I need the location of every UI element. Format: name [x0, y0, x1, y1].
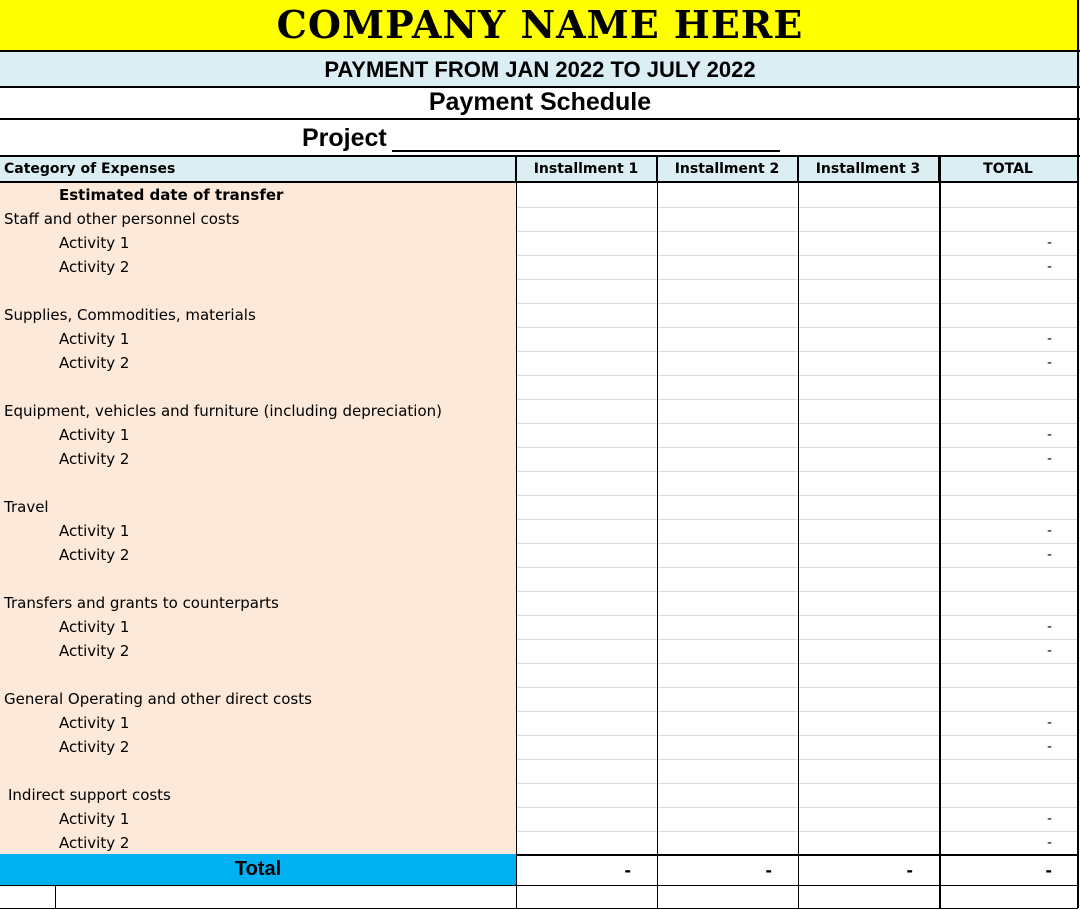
grid-line	[516, 447, 1078, 448]
grid-line	[516, 279, 1078, 280]
total-label: Total	[0, 854, 516, 885]
activity-total: -	[1046, 259, 1052, 275]
header-installment-1: Installment 1	[516, 157, 657, 183]
grid-line	[516, 687, 1078, 688]
category-label: Travel	[4, 498, 49, 516]
table-bottom-border	[0, 908, 1078, 909]
schedule-title: Payment Schedule	[0, 88, 1080, 120]
activity-total: -	[1046, 451, 1052, 467]
column-divider	[939, 157, 941, 908]
activity-label: Activity 1	[59, 234, 130, 252]
activity-label: Activity 2	[59, 834, 130, 852]
grid-line	[516, 375, 1078, 376]
grid-line	[516, 519, 1078, 520]
category-label: Equipment, vehicles and furniture (including depreciation)	[4, 402, 443, 420]
grid-line	[516, 807, 1078, 808]
column-divider	[516, 157, 517, 908]
activity-total: -	[1046, 619, 1052, 635]
payment-period: PAYMENT FROM JAN 2022 TO JULY 2022	[0, 52, 1080, 88]
total-installment-1: -	[624, 861, 631, 880]
header-category: Category of Expenses	[0, 157, 516, 183]
grid-line	[516, 543, 1078, 544]
grid-line	[516, 207, 1078, 208]
grid-line	[516, 831, 1078, 832]
grid-line	[516, 327, 1078, 328]
project-row	[0, 120, 1080, 157]
activity-label: Activity 1	[59, 426, 130, 444]
grid-line	[516, 639, 1078, 640]
total-installment-2: -	[765, 861, 772, 880]
activity-total: -	[1046, 811, 1052, 827]
grid-line	[516, 495, 1078, 496]
header-installment-2: Installment 2	[657, 157, 798, 183]
grid-line	[516, 783, 1078, 784]
activity-label: Activity 2	[59, 738, 130, 756]
header-total: TOTAL	[939, 157, 1078, 183]
activity-label: Activity 2	[59, 642, 130, 660]
category-label: Staff and other personnel costs	[4, 210, 240, 228]
project-underline	[392, 150, 780, 152]
grid-line	[516, 591, 1078, 592]
activity-label: Activity 1	[59, 618, 130, 636]
grid-line	[516, 567, 1078, 568]
activity-total: -	[1046, 835, 1052, 851]
grid-line	[516, 735, 1078, 736]
grid-line	[516, 351, 1078, 352]
category-label: Supplies, Commodities, materials	[4, 306, 256, 324]
grid-line	[516, 759, 1078, 760]
right-border	[1077, 0, 1079, 908]
category-label: Transfers and grants to counterparts	[4, 594, 279, 612]
grid-line	[516, 255, 1078, 256]
activity-total: -	[1046, 331, 1052, 347]
grid-line	[516, 471, 1078, 472]
bottom-row-divider	[55, 885, 56, 908]
grid-line	[516, 615, 1078, 616]
project-label: Project	[302, 124, 387, 152]
column-divider	[657, 157, 658, 908]
category-label: Indirect support costs	[8, 786, 171, 804]
estimated-date-label: Estimated date of transfer	[59, 186, 284, 204]
grid-line	[516, 663, 1078, 664]
activity-label: Activity 2	[59, 258, 130, 276]
activity-total: -	[1046, 523, 1052, 539]
total-bottom-border	[0, 885, 1078, 886]
activity-label: Activity 2	[59, 546, 130, 564]
activity-total: -	[1046, 235, 1052, 251]
company-name-banner	[0, 0, 1080, 52]
activity-total: -	[1046, 547, 1052, 563]
grid-line	[516, 423, 1078, 424]
activity-label: Activity 1	[59, 714, 130, 732]
activity-total: -	[1046, 355, 1052, 371]
activity-total: -	[1046, 643, 1052, 659]
total-grand: -	[1045, 861, 1052, 880]
grid-line	[516, 231, 1078, 232]
activity-label: Activity 2	[59, 450, 130, 468]
grid-line	[516, 399, 1078, 400]
activity-total: -	[1046, 427, 1052, 443]
activity-label: Activity 1	[59, 810, 130, 828]
activity-total: -	[1046, 715, 1052, 731]
activity-label: Activity 1	[59, 522, 130, 540]
category-label: General Operating and other direct costs	[4, 690, 312, 708]
header-installment-3: Installment 3	[798, 157, 939, 183]
grid-line	[516, 303, 1078, 304]
activity-label: Activity 2	[59, 354, 130, 372]
activity-total: -	[1046, 739, 1052, 755]
activity-label: Activity 1	[59, 330, 130, 348]
total-installment-3: -	[906, 861, 913, 880]
column-divider	[798, 157, 799, 908]
grid-line	[516, 711, 1078, 712]
company-name: COMPANY NAME HERE	[276, 2, 804, 47]
